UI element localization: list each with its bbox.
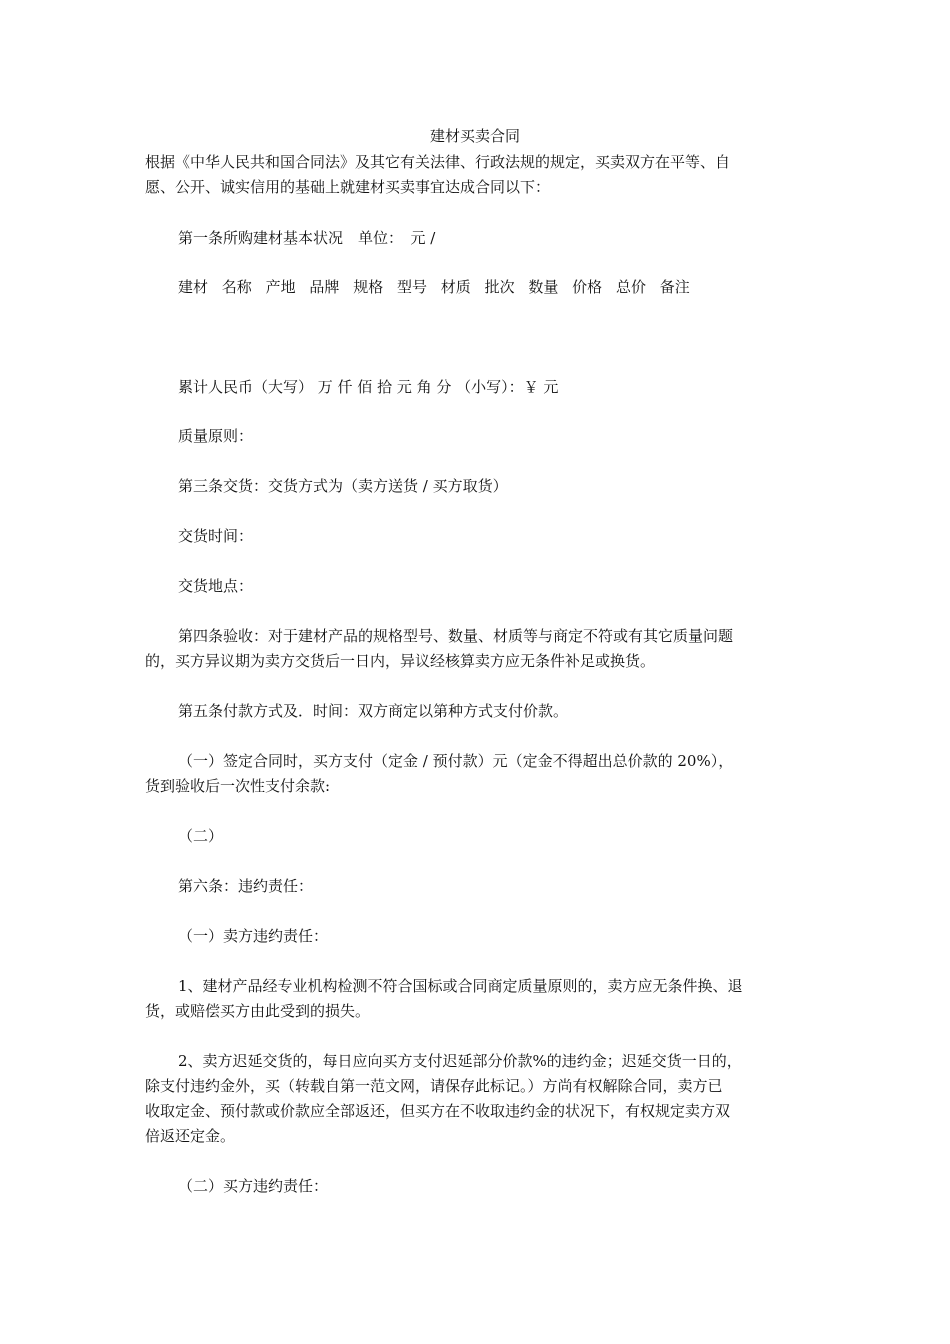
intro-line-2: 愿、公开、诚实信用的基础上就建材买卖事宜达成合同以下： bbox=[145, 178, 551, 196]
liability-item-2-line-1: 2、卖方迟延交货的，每日应向买方支付迟延部分价款%的违约金；迟延交货一日的， bbox=[178, 1052, 742, 1070]
article-3: 第三条交货：交货方式为（卖方送货 / 买方取货） bbox=[178, 477, 508, 495]
buyer-liability-heading: （二）买方违约责任： bbox=[178, 1177, 329, 1195]
table-header-cell: 名称 bbox=[221, 278, 252, 296]
article-5: 第五条付款方式及．时间：双方商定以第种方式支付价款。 bbox=[178, 702, 569, 720]
intro-line-1: 根据《中华人民共和国合同法》及其它有关法律、行政法规的规定，买卖双方在平等、自 bbox=[145, 153, 731, 171]
table-header-cell: 数量 bbox=[528, 278, 559, 296]
liability-item-1-line-1: 1、建材产品经专业机构检测不符合国标或合同商定质量原则的，卖方应无条件换、退 bbox=[178, 977, 743, 995]
article-4-line-1: 第四条验收：对于建材产品的规格型号、数量、材质等与商定不符或有其它质量问题 bbox=[178, 627, 734, 645]
table-header-cell: 备注 bbox=[659, 278, 690, 296]
liability-item-2-line-4: 倍返还定金。 bbox=[145, 1127, 236, 1145]
total-amount-line: 累计人民币（大写） 万 仟 佰 拾 元 角 分 （小写）：￥ 元 bbox=[178, 378, 559, 396]
liability-item-2-line-3: 收取定金、预付款或价款应全部返还，但买方在不收取违约金的状况下，有权规定卖方双 bbox=[145, 1102, 731, 1120]
liability-item-1-line-2: 货，或赔偿买方由此受到的损失。 bbox=[145, 1002, 371, 1020]
payment-option-1-line-1: （一）签定合同时，买方支付（定金 / 预付款）元（定金不得超出总价款的 20%）， bbox=[178, 752, 734, 770]
seller-liability-heading: （一）卖方违约责任： bbox=[178, 927, 329, 945]
delivery-time: 交货时间： bbox=[178, 527, 254, 545]
table-header-row bbox=[178, 276, 699, 298]
delivery-place: 交货地点： bbox=[178, 577, 254, 595]
quality-standard: 质量原则： bbox=[178, 427, 254, 445]
table-header-cell: 批次 bbox=[484, 278, 515, 296]
table-header-cell: 建材 bbox=[178, 278, 209, 296]
table-header-cell: 总价 bbox=[615, 278, 646, 296]
table-header-cell: 材质 bbox=[440, 278, 471, 296]
article-6: 第六条：违约责任： bbox=[178, 877, 314, 895]
table-header-cell: 产地 bbox=[265, 278, 296, 296]
table-header-cell: 型号 bbox=[396, 278, 427, 296]
document-title: 建材买卖合同 bbox=[429, 127, 520, 145]
article-4-line-2: 的，买方异议期为卖方交货后一日内，异议经核算卖方应无条件补足或换货。 bbox=[145, 652, 656, 670]
liability-item-2-line-2: 除支付违约金外，买（转载自第一范文网，请保存此标记。）方尚有权解除合同，卖方已 bbox=[145, 1077, 723, 1095]
table-header-cell: 规格 bbox=[353, 278, 384, 296]
payment-option-1-line-2: 货到验收后一次性支付余款: bbox=[145, 777, 331, 795]
table-header-cell: 价格 bbox=[572, 278, 603, 296]
article-1: 第一条所购建材基本状况 单位： 元 / bbox=[178, 229, 436, 247]
payment-option-2: （二） bbox=[178, 827, 224, 845]
table-header-cell: 品牌 bbox=[309, 278, 340, 296]
